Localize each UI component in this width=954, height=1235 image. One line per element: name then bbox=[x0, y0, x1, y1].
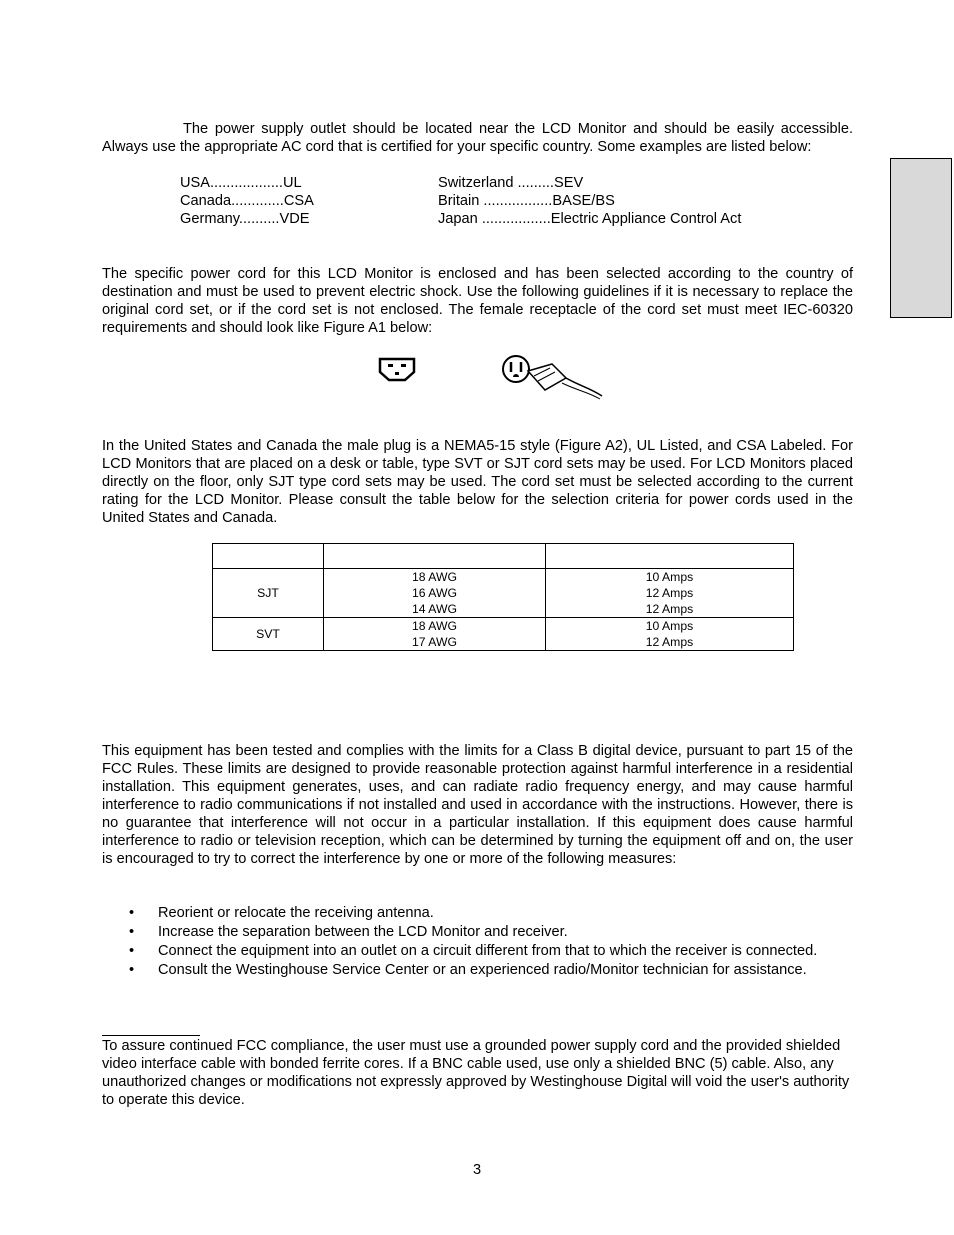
awg-value: 18 AWG bbox=[412, 570, 457, 584]
bullet-icon: • bbox=[129, 962, 135, 978]
country-germany: Germany..........VDE bbox=[180, 211, 310, 227]
measure-text: Connect the equipment into an outlet on a circuit different from that to which the receiver is connected. bbox=[158, 943, 818, 959]
list-item bbox=[102, 961, 862, 979]
page-number: 3 bbox=[472, 1162, 482, 1178]
awg-value: 18 AWG bbox=[412, 619, 457, 633]
measures-list bbox=[102, 904, 862, 980]
bullet-icon: • bbox=[129, 943, 135, 959]
list-item bbox=[102, 942, 862, 960]
cord-type-cell: SVT bbox=[213, 618, 324, 651]
table-row bbox=[213, 618, 794, 651]
notice-rule bbox=[102, 1035, 200, 1036]
header-wire-size bbox=[324, 544, 546, 569]
notice-paragraph: To assure continued FCC compliance, the user must use a grounded power supply cord and the provided shielded video interface cable with bonded ferrite cores. If a BNC cable used, use only a shielded BNC (5) cable. Also, any unauthorized changes or modifications not expressly approved by Westinghouse Digital will void the user's authority to operate this device. bbox=[102, 1038, 850, 1108]
nema-plug-icon bbox=[503, 356, 602, 399]
table-header-row bbox=[213, 544, 794, 569]
header-rating bbox=[546, 544, 794, 569]
us-canada-paragraph: In the United States and Canada the male plug is a NEMA5-15 style (Figure A2), UL Listed, and CSA Labeled. For LCD Monitors that are placed on a desk or table, type SVT or SJT cord sets may be used. For LCD Monitors placed directly on the floor, only SJT type cord sets may be used. The cord set must be selected according to the current rating for the LCD Monitor. Please consult the table below for the selection criteria for power cords used in the United States and Canada. bbox=[102, 438, 853, 526]
measure-text: Increase the separation between the LCD Monitor and receiver. bbox=[158, 924, 568, 940]
table-row bbox=[213, 569, 794, 618]
awg-value: 17 AWG bbox=[412, 635, 457, 649]
awg-cell bbox=[324, 569, 546, 618]
awg-value: 14 AWG bbox=[412, 602, 457, 616]
awg-value: 16 AWG bbox=[412, 586, 457, 600]
list-item bbox=[102, 923, 862, 941]
cord-figures bbox=[0, 0, 954, 420]
cord-paragraph: The specific power cord for this LCD Monitor is enclosed and has been selected according to the country of destination and must be used to prevent electric shock. Use the following guidelines if it is necessary to replace the original cord set, or if the cord set is not enclosed. The female receptacle of the cord set must meet IEC-60320 requirements and should look like Figure A1 below: bbox=[102, 266, 853, 336]
header-cord-type bbox=[213, 544, 324, 569]
amps-value: 12 Amps bbox=[645, 602, 694, 616]
amps-cell bbox=[546, 569, 794, 618]
country-usa: USA..................UL bbox=[180, 175, 302, 191]
bullet-icon: • bbox=[129, 905, 135, 921]
amps-value: 12 Amps bbox=[645, 635, 694, 649]
measure-text: Reorient or relocate the receiving antenna. bbox=[158, 905, 434, 921]
country-japan: Japan .................Electric Appliance Control Act bbox=[438, 211, 742, 227]
measure-text: Consult the Westinghouse Service Center or an experienced radio/Monitor technician for assistance. bbox=[158, 962, 807, 978]
country-canada: Canada.............CSA bbox=[180, 193, 314, 209]
cord-type-cell: SJT bbox=[213, 569, 324, 618]
iec-receptacle-icon bbox=[380, 359, 414, 380]
list-item bbox=[102, 904, 862, 922]
country-britain: Britain .................BASE/BS bbox=[438, 193, 615, 209]
amps-value: 10 Amps bbox=[645, 570, 694, 584]
bullet-icon: • bbox=[129, 924, 135, 940]
fcc-paragraph: This equipment has been tested and complies with the limits for a Class B digital device, pursuant to part 15 of the FCC Rules. These limits are designed to provide reasonable protection against harmful interference in a residential installation. This equipment generates, uses, and can radiate radio frequency energy, and may cause harmful interference to radio communications if not installed and used in accordance with the instructions. However, there is no guarantee that interference will not occur in a particular installation. If this equipment does cause harmful interference to radio or television reception, which can be determined by turning the equipment off and on, the user is encouraged to try to correct the interference by one or more of the following measures: bbox=[102, 743, 853, 867]
country-switzerland: Switzerland .........SEV bbox=[438, 175, 584, 191]
cord-table bbox=[212, 543, 794, 651]
amps-value: 12 Amps bbox=[645, 586, 694, 600]
intro-paragraph: The power supply outlet should be located near the LCD Monitor and should be easily accessible. Always use the appropriate AC cord that is certified for your specific country. Some examples are listed below: bbox=[102, 121, 853, 155]
amps-value: 10 Amps bbox=[645, 619, 694, 633]
amps-cell bbox=[546, 618, 794, 651]
awg-cell bbox=[324, 618, 546, 651]
